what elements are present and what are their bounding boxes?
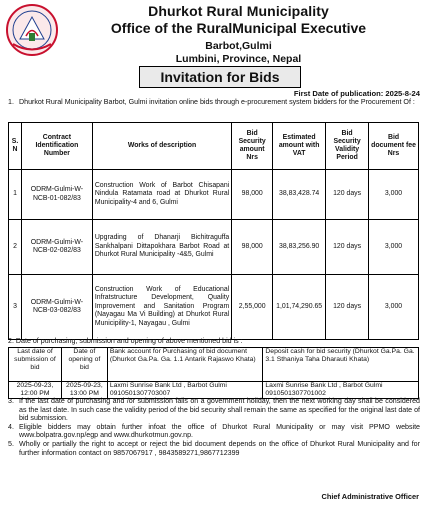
section-2-number: 2. bbox=[8, 337, 14, 345]
row-contract-id: ODRM-Gulmi-W-NCB-02-082/83 bbox=[21, 220, 92, 275]
deposit-account-value: Laxmi Sunrise Bank Ltd , Barbot Gulmi 0910501307701002 bbox=[263, 382, 419, 399]
opening-date-header: Date of opening of bid bbox=[61, 348, 107, 382]
table-header-row bbox=[9, 123, 419, 170]
table-row bbox=[9, 170, 419, 220]
section-2-text: Date of purchasing, submission and opening of above mentioned bid is : bbox=[15, 337, 243, 345]
intro-number: 1. bbox=[8, 98, 14, 106]
intro-paragraph bbox=[8, 98, 419, 107]
row-estimate: 38,83,256.90 bbox=[273, 220, 326, 275]
deposit-header: Deposit cash for bid security (Dhurkot Ga.Pa. Ga. 3.1 Sthaniya Taha Dharauti Khata) bbox=[263, 348, 419, 382]
office-name: Office of the RuralMunicipal Executive bbox=[110, 20, 367, 36]
row-security: 98,000 bbox=[232, 170, 273, 220]
row-validity: 120 days bbox=[326, 275, 369, 340]
note-number: 4. bbox=[8, 422, 14, 431]
note-item bbox=[8, 423, 420, 440]
opening-date: 2025-09-23, 13:00 PM bbox=[61, 382, 107, 399]
row-estimate: 1,01,74,290.65 bbox=[273, 275, 326, 340]
bids-table bbox=[8, 122, 419, 340]
intro-text: Dhurkot Rural Municipality Barbot, Gulmi invitation online bids through e-procurement system bidders for the Procurement Of : bbox=[19, 98, 415, 106]
row-description: Upgrading of Dhanarji Bichitraguffa Sankhalpani Dittapokhara Barbot Road at Dhurkot Rural Municipality -4&5, Gulmi bbox=[92, 220, 231, 275]
note-text: Wholly or partially the right to accept or reject the bid document depends on the office of Dhurkot Rural Municipality and for further information contact on 9857067917 , 9843589271,9867712399 bbox=[19, 439, 420, 457]
row-fee: 3,000 bbox=[369, 220, 419, 275]
table-row bbox=[9, 220, 419, 275]
row-estimate: 38,83,428.74 bbox=[273, 170, 326, 220]
note-number: 5. bbox=[8, 439, 14, 448]
notice-title: Invitation for Bids bbox=[139, 66, 301, 88]
dates-header-row bbox=[9, 348, 419, 382]
dates-table bbox=[8, 347, 419, 399]
col-fee-header: Bid document fee Nrs bbox=[369, 123, 419, 170]
row-sn: 3 bbox=[9, 275, 22, 340]
section-2-line bbox=[8, 337, 243, 346]
row-description: Construction Work of Educational Infratstructure Development, Quality Improvement and Sanitation Program (Nayagau Ma Vi Building) at Dhurkot Rural Municipility-1, Nayagau , Gulmi bbox=[92, 275, 231, 340]
row-sn: 1 bbox=[9, 170, 22, 220]
submission-date-header: Last date of submission of bid bbox=[9, 348, 62, 382]
office-location: Barbot,Gulmi bbox=[205, 40, 272, 52]
note-item bbox=[8, 440, 420, 457]
table-row bbox=[9, 275, 419, 340]
row-sn: 2 bbox=[9, 220, 22, 275]
notes-list bbox=[8, 397, 420, 457]
row-fee: 3,000 bbox=[369, 170, 419, 220]
submission-date: 2025-09-23, 12:00 PM bbox=[9, 382, 62, 399]
bank-account-header: Bank account for Purchasing of bid document (Dhurkot Ga.Pa. Ga. 1.1 Antarik Rajaswo Khata) bbox=[107, 348, 263, 382]
note-item bbox=[8, 397, 420, 423]
col-sn-header: S. N bbox=[9, 123, 22, 170]
row-contract-id: ODRM-Gulmi-W-NCB-01-082/83 bbox=[21, 170, 92, 220]
col-estimate-header: Estimated amount with VAT bbox=[273, 123, 326, 170]
col-contract-id-header: Contract Identification Number bbox=[21, 123, 92, 170]
bank-account-value: Laxmi Sunrise Bank Ltd , Barbot Gulmi 0910501307703007 bbox=[107, 382, 263, 399]
row-security: 98,000 bbox=[232, 220, 273, 275]
publication-date: First Date of publication: 2025-8-24 bbox=[293, 89, 420, 98]
row-validity: 120 days bbox=[326, 220, 369, 275]
municipality-name: Dhurkot Rural Municipality bbox=[148, 3, 329, 19]
row-validity: 120 days bbox=[326, 170, 369, 220]
row-security: 2,55,000 bbox=[232, 275, 273, 340]
note-text: Eligible bidders may obtain further infoat the office of Dhurkot Rural Municipality or may visit PPMO website www.bolpatra.gov.np/egp and www.dhurkotmun.gov.np. bbox=[19, 422, 420, 440]
signatory: Chief Administrative Officer bbox=[321, 492, 419, 501]
province-line: Lumbini, Province, Nepal bbox=[175, 53, 302, 65]
note-number: 3. bbox=[8, 397, 14, 405]
col-validity-header: Bid Security Validity Period bbox=[326, 123, 369, 170]
col-works-header: Works of description bbox=[92, 123, 231, 170]
row-description: Construction Work of Barbot Chisapani Nindula Ratamata road at Dhurkot Rural Municipality-4 and 6, Gulmi bbox=[92, 170, 231, 220]
note-text: If the last date of purchasing and /or submission falls on a government holiday, then the next working day shall be considered as the last date. In such case the validity period of the bid security shall remain the same as specified for the original last date of bid submission. bbox=[19, 397, 421, 423]
nepal-emblem-icon bbox=[5, 3, 59, 57]
row-fee: 3,000 bbox=[369, 275, 419, 340]
col-security-header: Bid Security amount Nrs bbox=[232, 123, 273, 170]
row-contract-id: ODRM-Gulmi-W-NCB-03-082/83 bbox=[21, 275, 92, 340]
